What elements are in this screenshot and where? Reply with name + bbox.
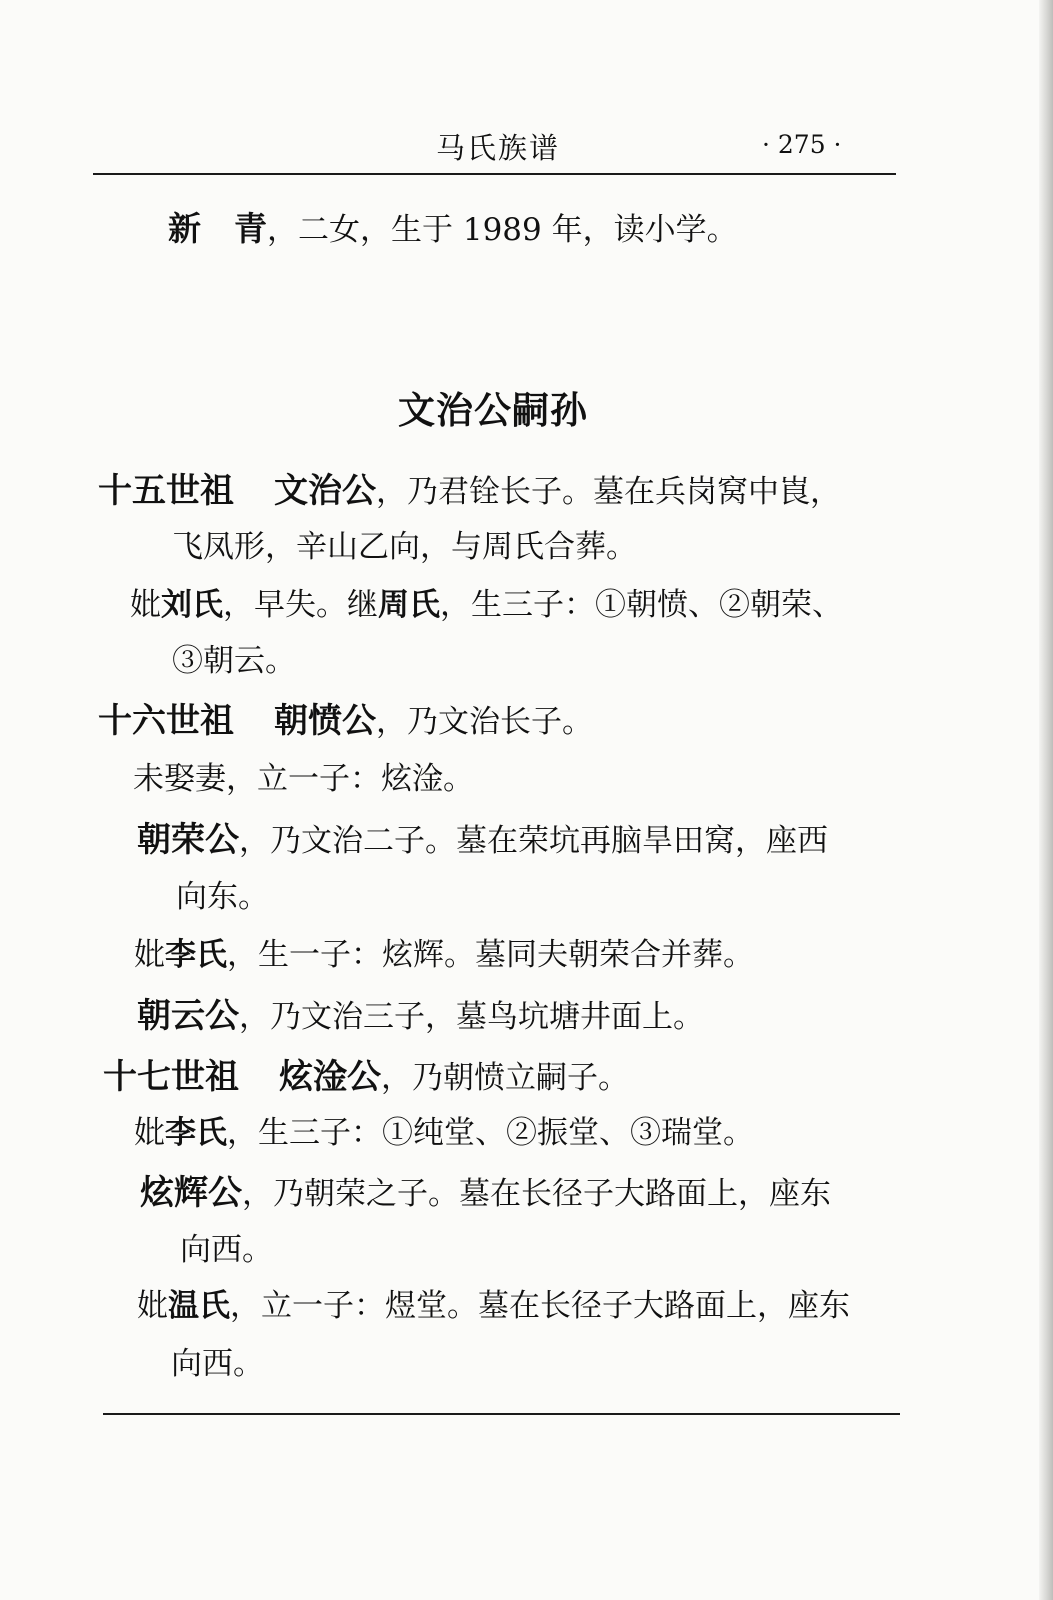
entry-continuation: ③朝云。 <box>172 643 296 679</box>
ancestor-line <box>137 820 828 860</box>
ancestor-name: 朝愤公 <box>274 701 376 741</box>
spouse-line <box>137 1288 850 1324</box>
spouse-prefix: 妣 <box>134 937 165 973</box>
entry-continuation: 向西。 <box>180 1232 273 1268</box>
generation-17-line <box>103 1057 629 1097</box>
entry-text: ，二女，生于 1989 年，读小学。 <box>267 212 738 248</box>
ancestor-name: 文治公 <box>274 471 376 511</box>
generation-label: 十七世祖 <box>103 1057 239 1097</box>
entry-text: 未娶妻，立一子：炫淦。 <box>133 761 474 797</box>
entry-text: ，乃君铨长子。墓在兵岗窝中崀， <box>376 474 841 510</box>
generation-15-line <box>98 471 841 511</box>
entry-text: ，立一子：煜堂。墓在长径子大路面上，座东 <box>230 1288 850 1324</box>
generation-label: 十五世祖 <box>98 471 234 511</box>
entry-text: ，早失。继 <box>223 587 378 623</box>
entry-text: ，生三子：①纯堂、②振堂、③瑞堂。 <box>227 1115 754 1151</box>
spouse-prefix: 妣 <box>137 1288 168 1324</box>
entry-text: ，生一子：炫辉。墓同夫朝荣合并葬。 <box>227 937 754 973</box>
generation-16-line <box>98 701 593 741</box>
running-header-title: 马氏族谱 <box>436 131 561 165</box>
entry-text: ，生三子：①朝愤、②朝荣、 <box>440 587 843 623</box>
spouse-name: 刘氏 <box>161 587 223 623</box>
spouse-prefix: 妣 <box>134 1115 165 1151</box>
entry-continuation: 向东。 <box>176 879 269 915</box>
entry-name: 新 青 <box>168 209 267 248</box>
spouse-line <box>130 587 843 623</box>
spouse-name: 温氏 <box>168 1288 230 1324</box>
ancestor-name: 朝荣公 <box>137 820 239 860</box>
footer-rule <box>103 1413 900 1415</box>
spouse-name: 李氏 <box>165 937 227 973</box>
spouse-prefix: 妣 <box>130 587 161 623</box>
entry-text: ，乃文治三子，墓鸟坑塘井面上。 <box>239 999 704 1035</box>
ancestor-line <box>137 996 704 1036</box>
entry-text: ，乃朝荣之子。墓在长径子大路面上，座东 <box>242 1176 831 1212</box>
entry-continuation: 飞凤形，辛山乙向，与周氏合葬。 <box>172 529 637 565</box>
page-edge-shadow <box>1039 0 1053 1600</box>
ancestor-name: 炫淦公 <box>279 1057 381 1097</box>
page-number: · 275 · <box>762 130 842 159</box>
ancestor-line <box>140 1173 831 1213</box>
entry-text: ，乃文治长子。 <box>376 704 593 740</box>
header-rule <box>93 173 896 175</box>
section-title: 文治公嗣孙 <box>398 389 588 432</box>
ancestor-name: 朝云公 <box>137 996 239 1036</box>
spouse-name: 李氏 <box>165 1115 227 1151</box>
ancestor-name: 炫辉公 <box>140 1173 242 1213</box>
entry-text: ，乃朝愤立嗣子。 <box>381 1060 629 1096</box>
spouse-line <box>134 1115 754 1151</box>
entry-xinqing <box>168 209 738 248</box>
spouse-name-2: 周氏 <box>378 587 440 623</box>
entry-continuation: 向西。 <box>171 1346 264 1382</box>
entry-text: ，乃文治二子。墓在荣坑再脑旱田窝，座西 <box>239 823 828 859</box>
spouse-line <box>134 937 754 973</box>
generation-label: 十六世祖 <box>98 701 234 741</box>
